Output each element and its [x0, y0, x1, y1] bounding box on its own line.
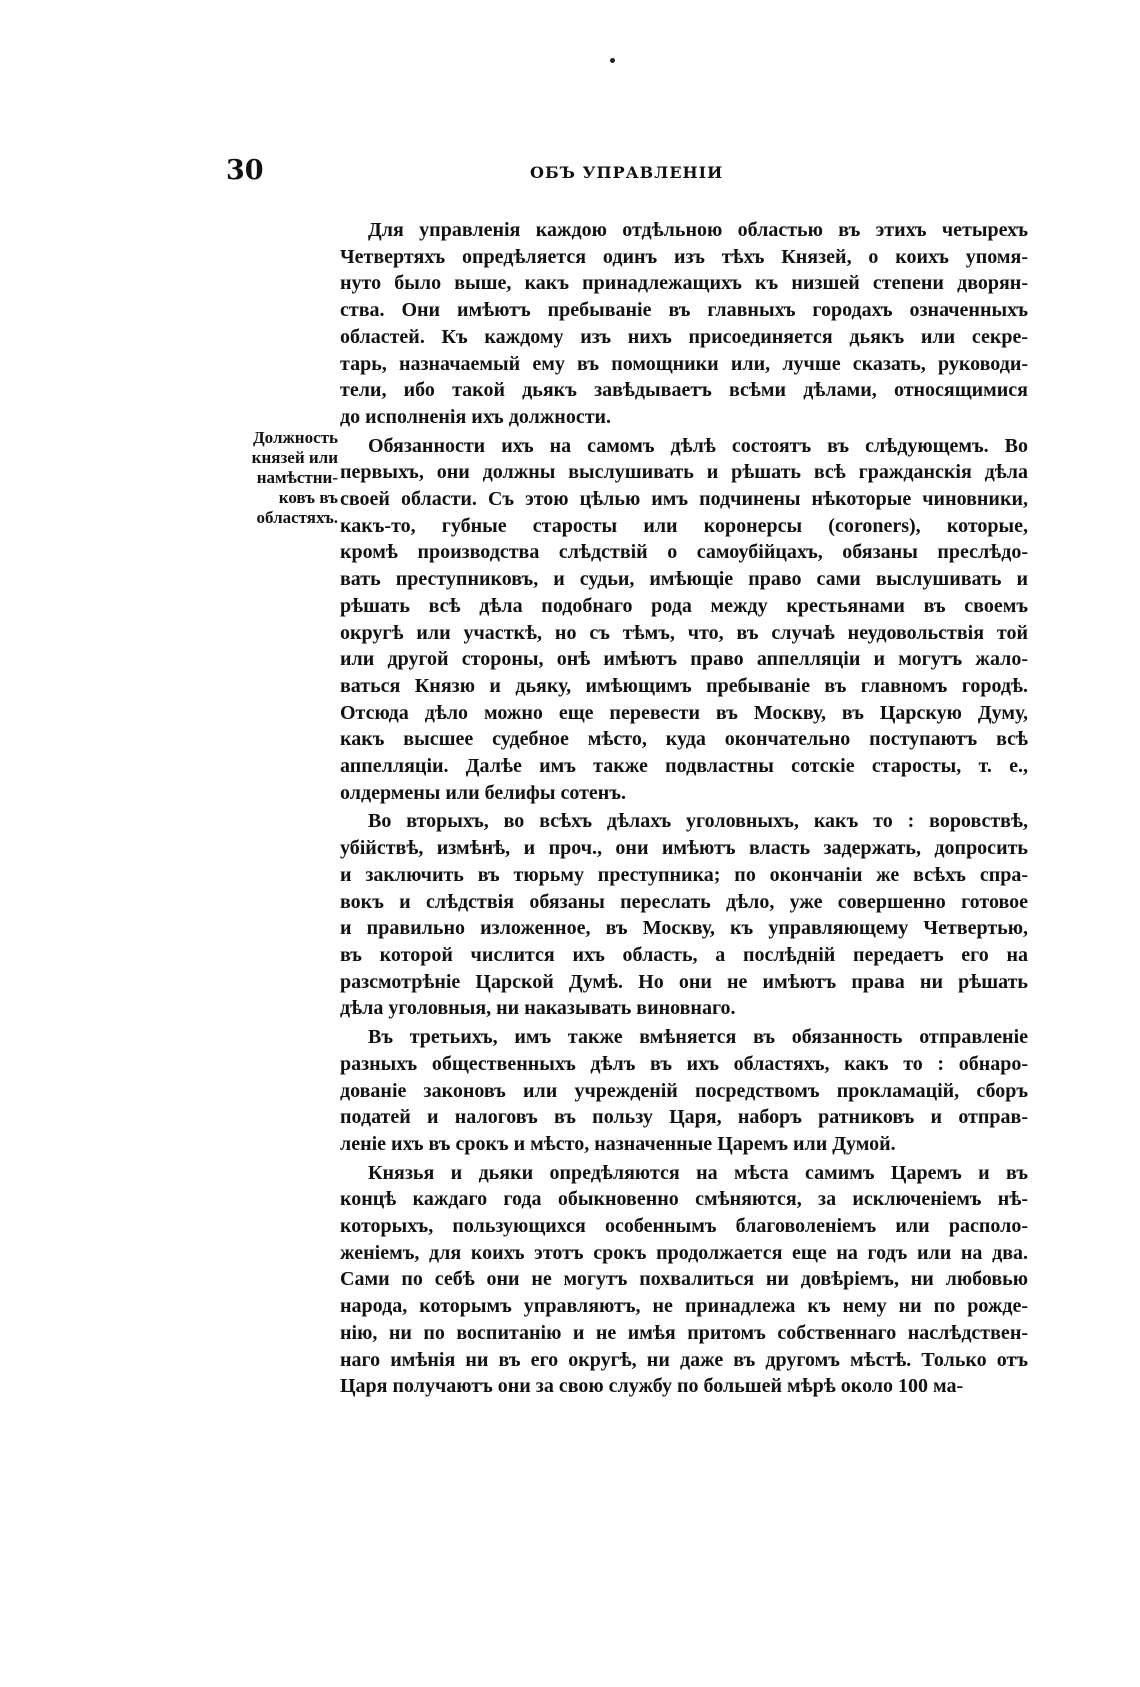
text-line: кромѣ производства слѣдствій о самоубійцахъ, обязаны преслѣдо-	[340, 541, 1028, 564]
text-line: концѣ каждаго года обыкновенно смѣняются, за исключеніемъ нѣ-	[340, 1188, 1028, 1211]
text-line: какъ-то, губные старосты или коронерсы (coroners), которые,	[340, 514, 1028, 537]
text-line: округѣ или участкѣ, но съ тѣмъ, что, въ случаѣ неудовольствія той	[340, 621, 1028, 644]
margin-note-line: намѣстни-	[256, 468, 338, 487]
text-line: и заключить въ тюрьму преступника; по окончаніи же всѣхъ спра-	[340, 863, 1028, 886]
margin-note-line: князей или	[251, 448, 338, 467]
text-line: которыхъ, пользующихся особеннымъ благоволеніемъ или располо-	[340, 1215, 1028, 1238]
page-number: 30	[226, 155, 264, 186]
text-line: Для управленія каждою отдѣльною областью въ этихъ четырехъ	[368, 219, 1028, 241]
margin-note	[218, 428, 338, 528]
text-line: женіемъ, для коихъ этотъ срокъ продолжается еще на годъ или на два.	[340, 1241, 1028, 1264]
text-line: до исполненія ихъ должности.	[340, 405, 612, 428]
text-line: дованіе законовъ или учрежденій посредствомъ прокламацій, сборъ	[340, 1079, 1028, 1102]
text-line: Отсюда дѣло можно еще перевести въ Москву, въ Царскую Думу,	[340, 701, 1028, 724]
text-line: разныхъ общественныхъ дѣлъ въ ихъ областяхъ, какъ то : обнаро-	[340, 1052, 1028, 1075]
text-line: Во вторыхъ, во всѣхъ дѣлахъ уголовныхъ, какъ то : воровствѣ,	[368, 810, 1028, 833]
text-line: нуто было выше, какъ принадлежащихъ къ низшей степени дворян-	[340, 272, 1028, 295]
text-line: разсмотрѣніе Царской Думѣ. Но они не имѣютъ права ни рѣшать	[340, 970, 1028, 993]
text-line: ваться Князю и дьяку, имѣющимъ пребываніе въ главномъ городѣ.	[340, 674, 1028, 697]
text-line: Сами по себѣ они не могутъ похвалиться ни довѣріемъ, ни любовью	[340, 1268, 1028, 1291]
paragraph	[340, 808, 1028, 1022]
ink-speck	[610, 58, 615, 63]
text-line: вать преступниковъ, и судьи, имѣющіе право сами выслушивать и	[340, 568, 1028, 591]
text-line: леніе ихъ въ срокъ и мѣсто, назначенные Царемъ или Думой.	[340, 1132, 896, 1155]
margin-note-line: Должность	[252, 428, 338, 447]
text-line: своей области. Съ этою цѣлью имъ подчинены нѣкоторые чиновники,	[340, 488, 1028, 511]
text-line: тели, ибо такой дьякъ завѣдываетъ всѣми дѣлами, относящимися	[340, 379, 1028, 402]
text-line: тарь, назначаемый ему въ помощники или, лучше сказать, руководи-	[340, 352, 1028, 375]
text-line: и правильно изложенное, въ Москву, къ управляющему Четвертью,	[340, 917, 1028, 940]
text-line: или другой стороны, онѣ имѣютъ право аппелляціи и могутъ жало-	[340, 648, 1028, 671]
text-line: Обязанности ихъ на самомъ дѣлѣ состоятъ въ слѣдующемъ. Во	[368, 434, 1028, 457]
text-line: ства. Они имѣютъ пребываніе въ главныхъ городахъ означенныхъ	[340, 299, 1028, 322]
paragraph	[340, 1024, 1028, 1158]
paragraph	[340, 433, 1028, 807]
text-line: областей. Къ каждому изъ нихъ присоединяется дьякъ или секре-	[340, 325, 1028, 348]
text-line: дѣла уголовныя, ни наказывать виновнаго.	[340, 997, 736, 1020]
text-line: первыхъ, они должны выслушивать и рѣшать всѣ гражданскія дѣла	[340, 461, 1028, 484]
text-line: нію, ни по воспитанію и не имѣя притомъ собственнаго наслѣдствен-	[340, 1321, 1028, 1344]
margin-note-line: ковъ въ	[278, 488, 338, 507]
text-line: Князья и дьяки опредѣляются на мѣста самимъ Царемъ и въ	[368, 1161, 1028, 1184]
text-line: олдермены или белифы сотенъ.	[340, 781, 626, 804]
paragraph	[340, 217, 1028, 431]
text-line: вокъ и слѣдствія обязаны переслать дѣло, уже совершенно готовое	[340, 890, 1028, 913]
body-text	[340, 217, 1028, 1400]
text-line: Четвертяхъ опредѣляется одинъ изъ тѣхъ Князей, о коихъ упомя-	[340, 245, 1028, 268]
text-line: наго имѣнія ни въ его округѣ, ни даже въ другомъ мѣстѣ. Только отъ	[340, 1348, 1028, 1371]
running-title: ОБЪ УПРАВЛЕНІИ	[530, 163, 724, 182]
text-line: Царя получаютъ они за свою службу по большей мѣрѣ около 100 ма-	[340, 1375, 964, 1398]
text-line: рѣшать всѣ дѣла подобнаго рода между крестьянами въ своемъ	[340, 594, 1028, 617]
text-line: аппелляціи. Далѣе имъ также подвластны сотскіе старосты, т. е.,	[340, 755, 1028, 778]
text-line: какъ высшее судебное мѣсто, куда окончательно поступаютъ всѣ	[340, 728, 1028, 751]
text-line: народа, которымъ управляютъ, не принадлежа къ нему ни по рожде-	[340, 1295, 1028, 1318]
text-line: въ которой числится ихъ область, а послѣдній передаетъ его на	[340, 943, 1028, 966]
margin-note-line: областяхъ.	[256, 508, 338, 527]
text-line: Въ третьихъ, имъ также вмѣняется въ обязанность отправленіе	[368, 1026, 1028, 1049]
paragraph	[340, 1160, 1028, 1400]
text-line: убійствѣ, измѣнѣ, и проч., они имѣютъ власть задержать, допросить	[340, 837, 1028, 860]
text-line: податей и налоговъ въ пользу Царя, наборъ ратниковъ и отправ-	[340, 1106, 1028, 1129]
